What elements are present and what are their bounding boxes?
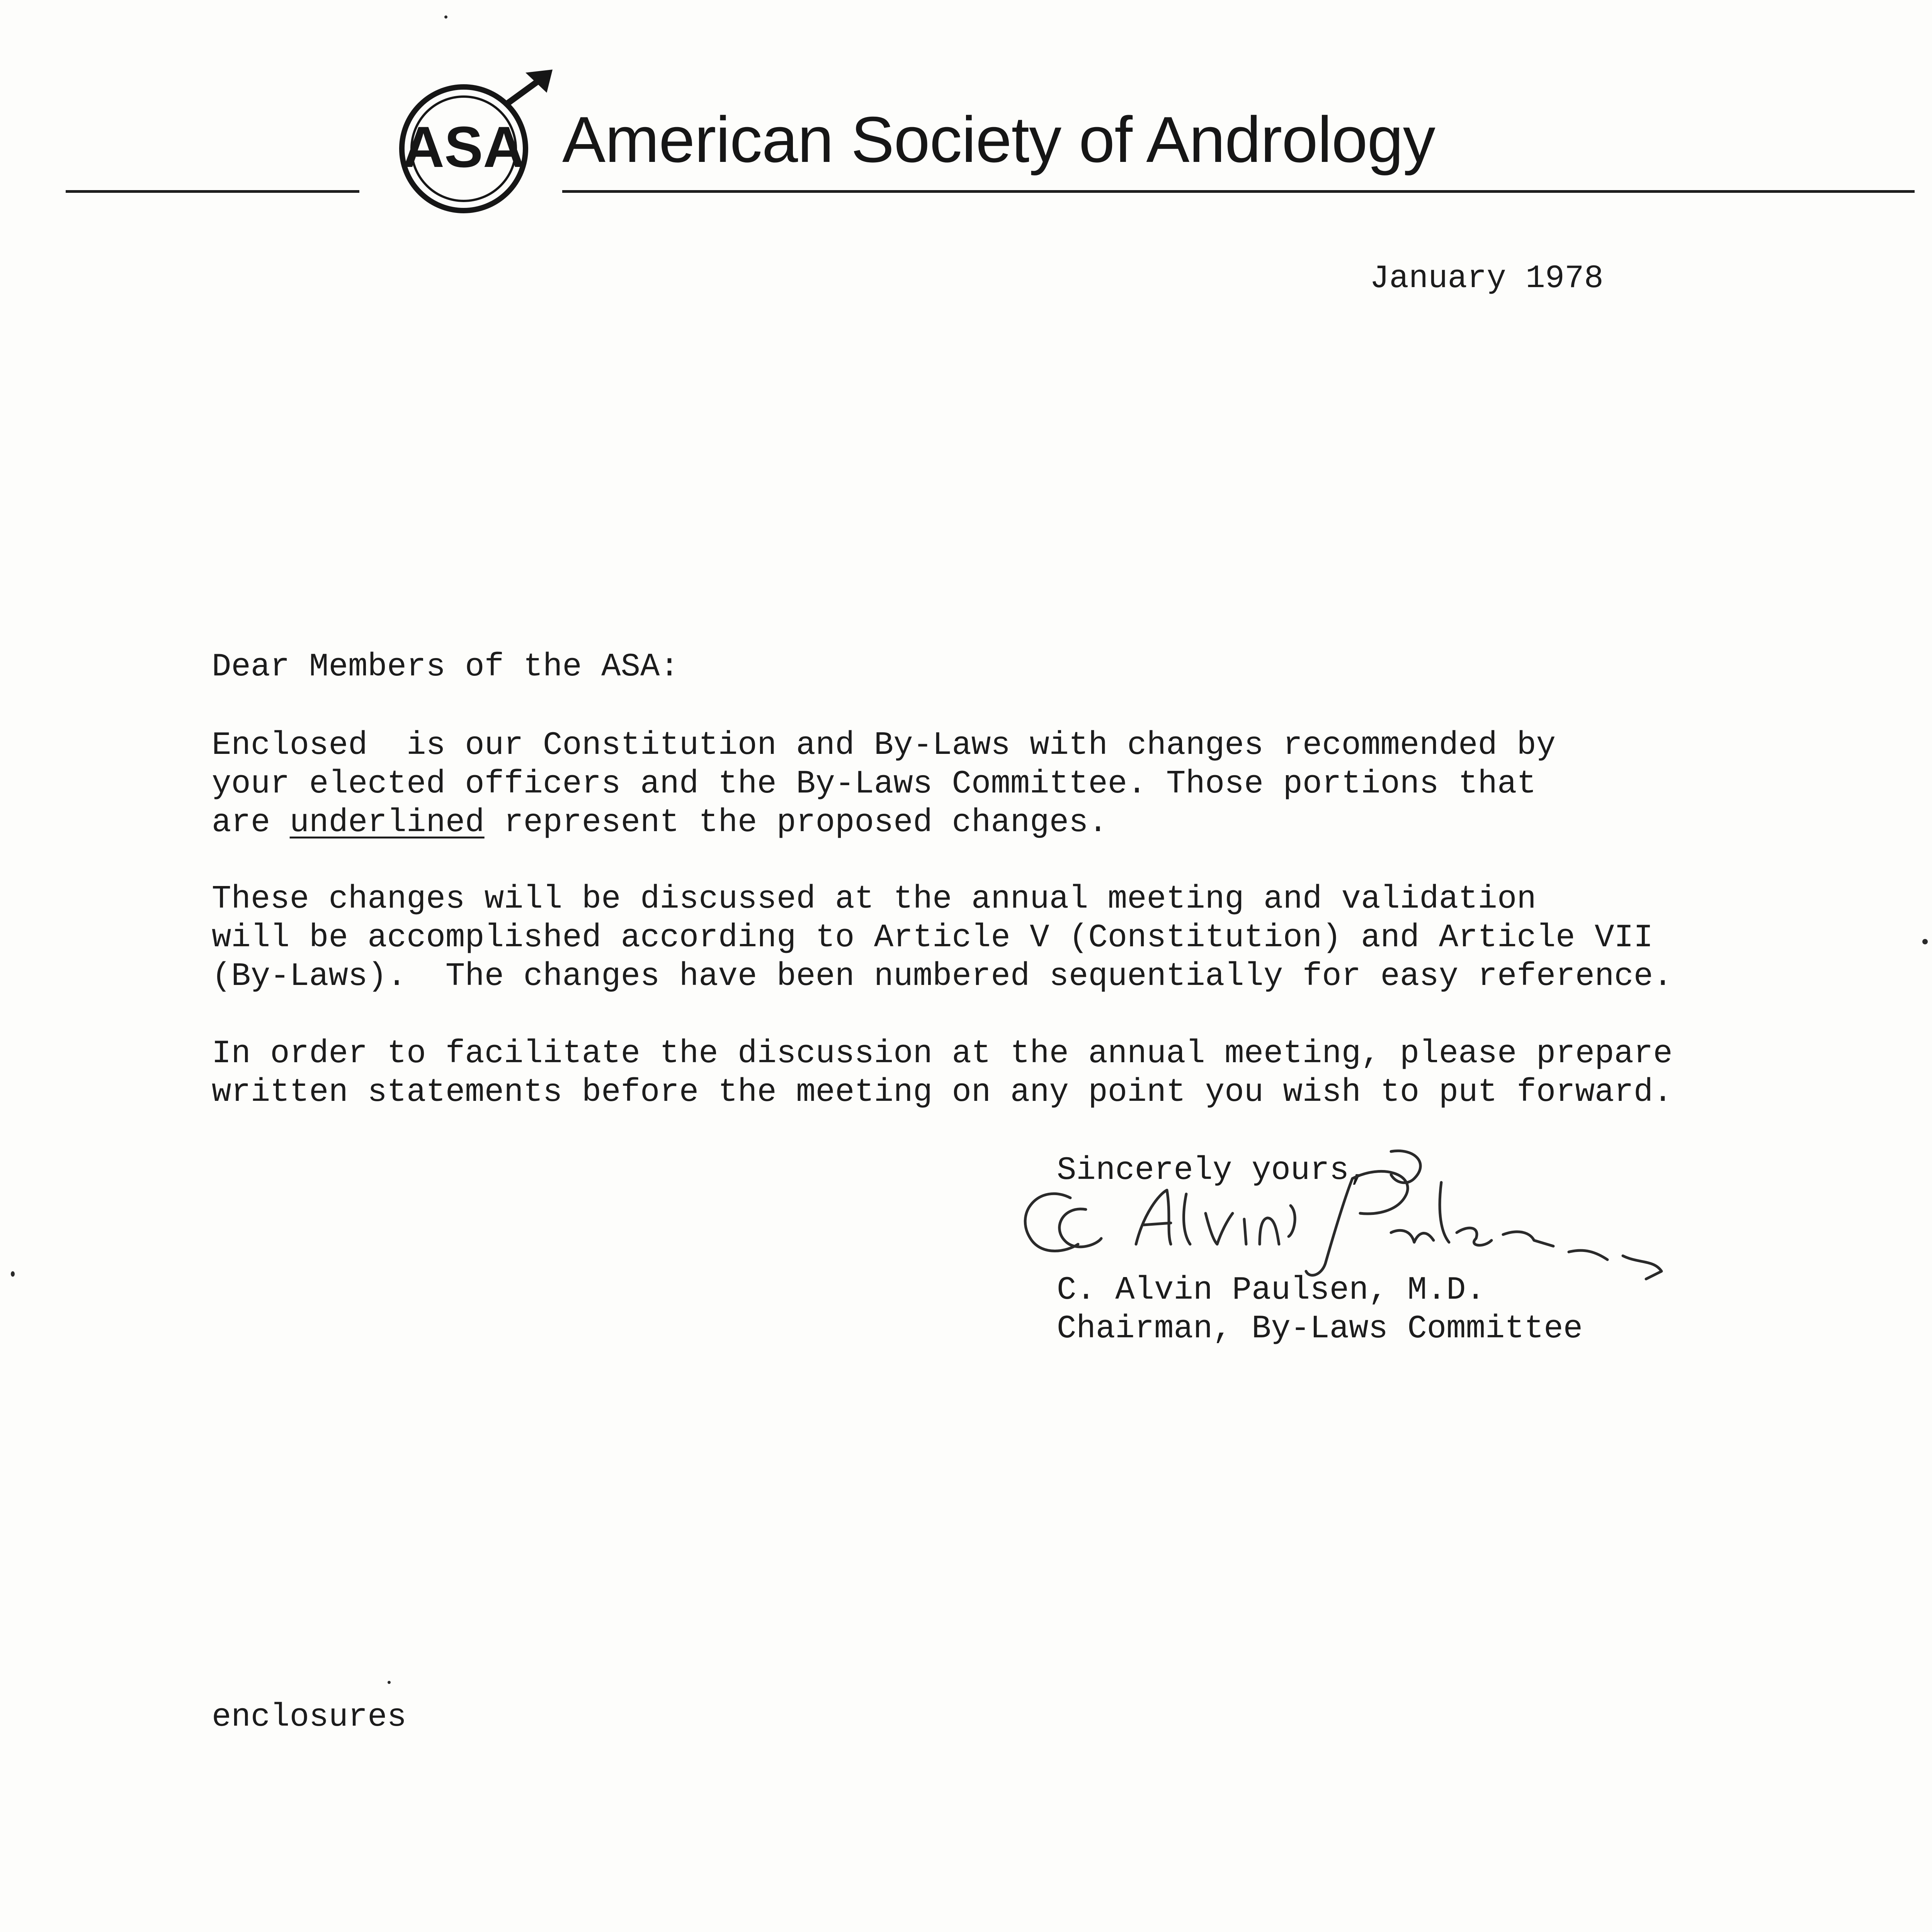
letterhead-rule-right xyxy=(562,190,1915,193)
scan-speck xyxy=(444,15,447,19)
paragraph-line: Enclosed is our Constitution and By-Laws with changes recommended by xyxy=(212,727,1556,764)
scan-speck xyxy=(388,1681,391,1684)
asa-logo-icon xyxy=(383,66,560,220)
paragraph-line: In order to facilitate the discussion at the annual meeting, please prepare xyxy=(212,1036,1673,1072)
paragraph-line: These changes will be discussed at the annual meeting and validation xyxy=(212,881,1536,918)
letter-date: January 1978 xyxy=(1370,260,1604,297)
scan-speck xyxy=(1922,939,1928,944)
signer-name: C. Alvin Paulsen, M.D. xyxy=(1057,1272,1485,1309)
paragraph-line: will be accomplished according to Article V (Constitution) and Article VII xyxy=(212,920,1653,956)
line-text: represent the proposed changes. xyxy=(484,804,1108,841)
underlined-word: underlined xyxy=(289,804,485,841)
paragraph-line: written statements before the meeting on any point you wish to put forward. xyxy=(212,1074,1673,1111)
paragraph-line: (By-Laws). The changes have been numbered sequentially for easy reference. xyxy=(212,958,1673,995)
paragraph-line: your elected officers and the By-Laws Committee. Those portions that xyxy=(212,766,1536,803)
paragraph-changes xyxy=(212,880,1673,996)
scan-speck xyxy=(11,1271,15,1277)
paragraph-discussion xyxy=(212,1035,1673,1112)
paragraph-line xyxy=(212,804,1556,842)
paragraph-enclosed xyxy=(212,726,1556,842)
letterhead-rule-left xyxy=(66,190,359,193)
line-text: are xyxy=(212,804,290,841)
organization-name: American Society of Andrology xyxy=(562,103,1435,176)
closing: Sincerely yours, xyxy=(1057,1152,1369,1189)
logo-monogram: ASA xyxy=(402,114,525,179)
enclosures-note: enclosures xyxy=(212,1699,407,1736)
signer-title: Chairman, By-Laws Committee xyxy=(1057,1311,1583,1347)
salutation: Dear Members of the ASA: xyxy=(212,649,679,685)
